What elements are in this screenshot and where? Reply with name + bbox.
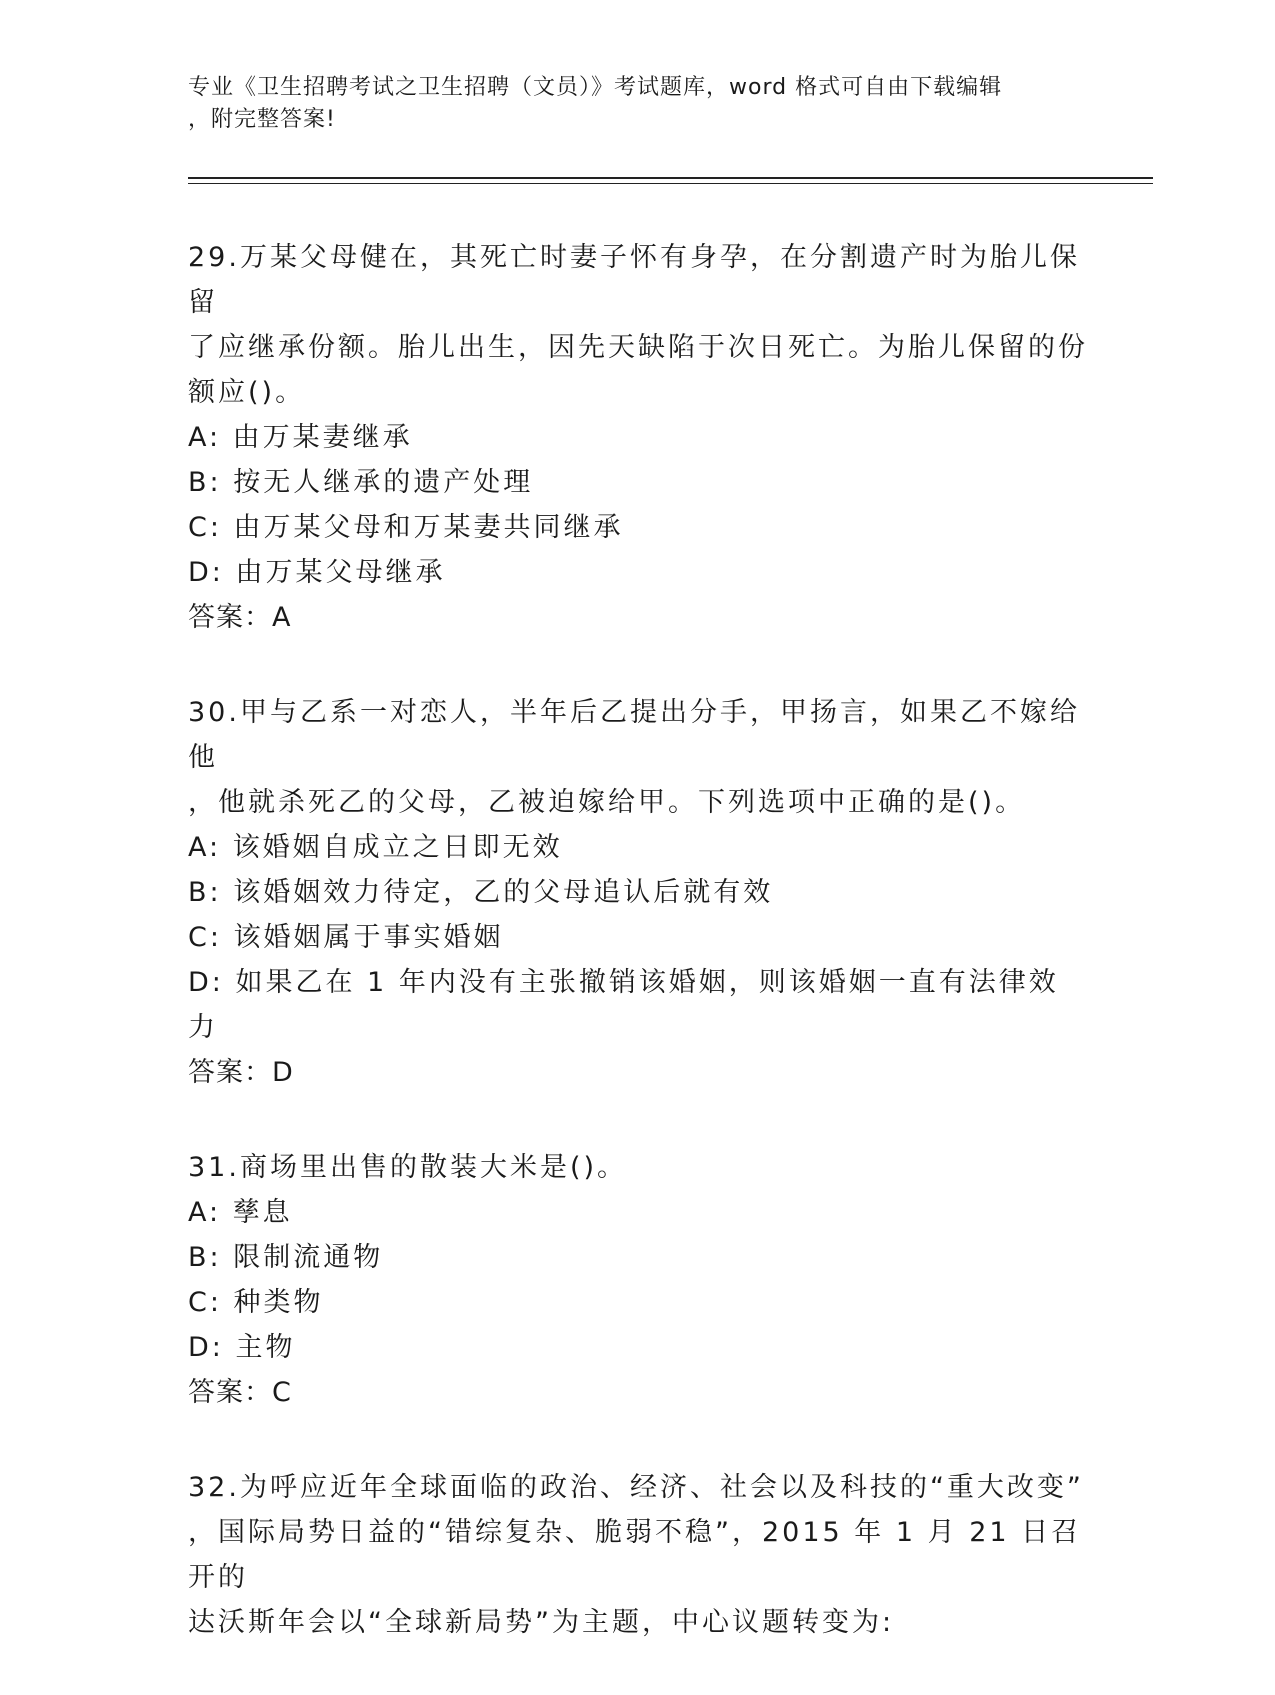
document-header	[188, 72, 1088, 136]
option-a: A: 孳息	[188, 1197, 293, 1228]
question-stem-line: 30.甲与乙系一对恋人，半年后乙提出分手，甲扬言，如果乙不嫁给他	[188, 697, 1080, 773]
question-32	[188, 1465, 1088, 1645]
option-a: A: 由万某妻继承	[188, 422, 413, 453]
question-stem-line: ，他就杀死乙的父母，乙被迫嫁给甲。下列选项中正确的是()。	[188, 787, 1026, 818]
question-30	[188, 690, 1088, 1095]
option-b: B: 限制流通物	[188, 1242, 384, 1273]
option-d: D: 主物	[188, 1332, 296, 1363]
option-c: C: 该婚姻属于事实婚姻	[188, 922, 504, 953]
option-c: C: 种类物	[188, 1287, 324, 1318]
question-stem-line: 了应继承份额。胎儿出生，因先天缺陷于次日死亡。为胎儿保留的份	[188, 332, 1088, 363]
question-stem-line: ，国际局势日益的“错综复杂、脆弱不稳”，2015 年 1 月 21 日召开的	[188, 1517, 1082, 1593]
header-divider-thick	[188, 177, 1153, 179]
option-d: D: 由万某父母继承	[188, 557, 446, 588]
question-stem-line: 达沃斯年会以“全球新局势”为主题，中心议题转变为:	[188, 1607, 895, 1638]
question-stem-line: 额应()。	[188, 377, 306, 408]
option-b: B: 按无人继承的遗产处理	[188, 467, 534, 498]
answer: 答案：A	[188, 602, 292, 633]
question-31	[188, 1145, 1088, 1415]
option-c: C: 由万某父母和万某妻共同继承	[188, 512, 624, 543]
question-stem-line: 29.万某父母健在，其死亡时妻子怀有身孕，在分割遗产时为胎儿保留	[188, 242, 1080, 318]
answer: 答案：D	[188, 1057, 294, 1088]
answer: 答案：C	[188, 1377, 292, 1408]
header-line-1: 专业《卫生招聘考试之卫生招聘（文员）》考试题库，word 格式可自由下载编辑	[188, 75, 1003, 100]
question-list	[188, 235, 1088, 1695]
header-line-2: ，附完整答案!	[188, 107, 336, 132]
option-b: B: 该婚姻效力待定，乙的父母追认后就有效	[188, 877, 774, 908]
header-divider-thin	[188, 183, 1153, 184]
option-a: A: 该婚姻自成立之日即无效	[188, 832, 563, 863]
question-stem-line: 31.商场里出售的散装大米是()。	[188, 1152, 628, 1183]
question-29	[188, 235, 1088, 640]
option-d: D: 如果乙在 1 年内没有主张撤销该婚姻，则该婚姻一直有法律效力	[188, 967, 1059, 1043]
question-stem-line: 32.为呼应近年全球面临的政治、经济、社会以及科技的“重大改变”	[188, 1472, 1084, 1503]
